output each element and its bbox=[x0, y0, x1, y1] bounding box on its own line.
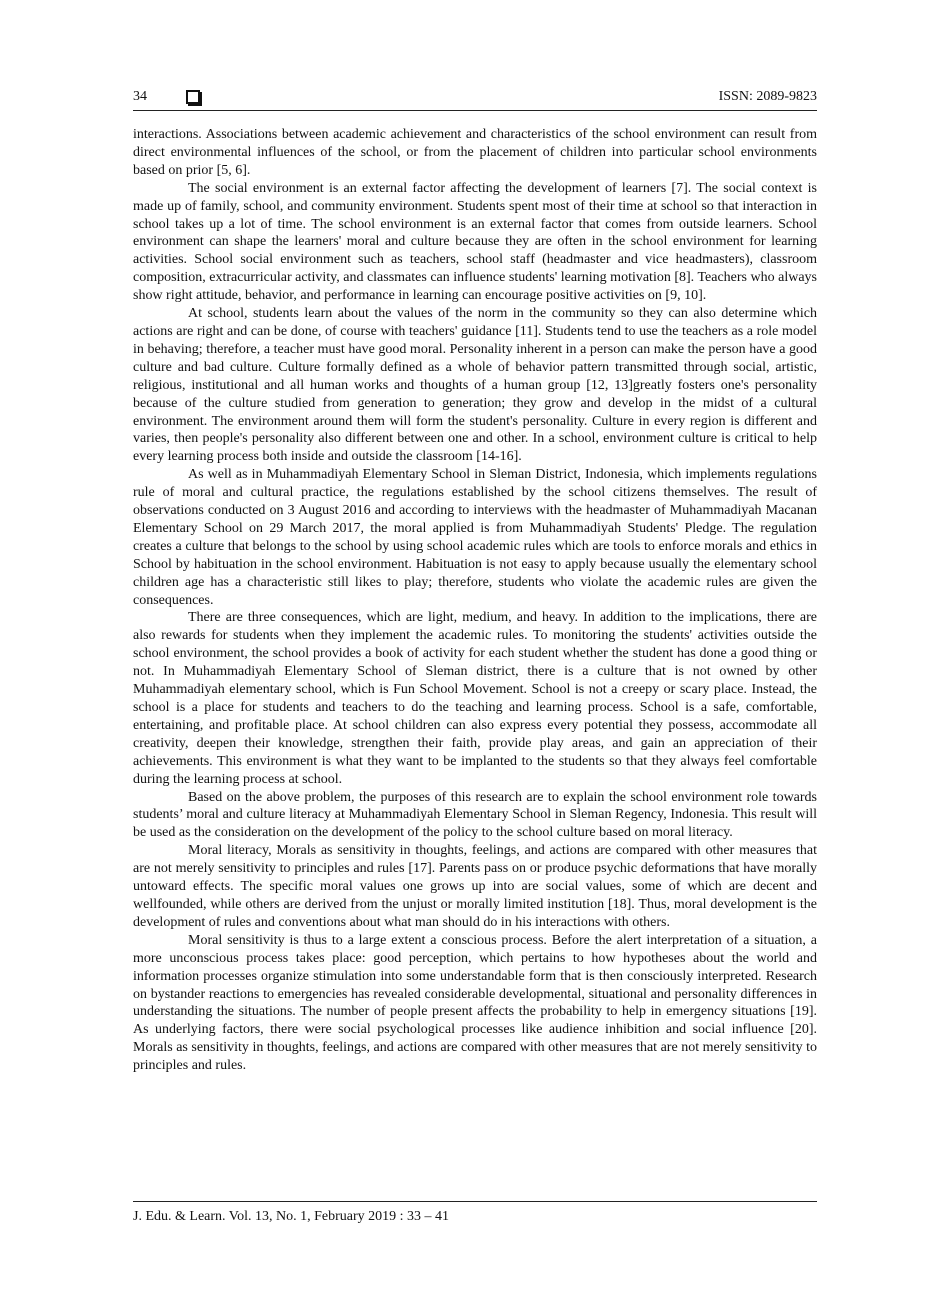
page-number: 34 bbox=[133, 89, 147, 104]
footer-divider bbox=[133, 1201, 817, 1202]
paragraph: As well as in Muhammadiyah Elementary School in Sleman District, Indonesia, which implements regulations rule of moral and cultural practice, the regulations established by the school citizens themselves. The result of observations conducted on 3 August 2016 and according to interviews with the headmaster of Muhammadiyah Macanan Elementary School on 29 March 2017, the moral applied is from Muhammadiyah Students' Pledge. The regulation creates a culture that belongs to the school by using school academic rules which are tools to enforce morals and ethics in School by habituation in the school environment. Habituation is not easy to apply because usually the elementary school children age has a characteristic still likes to play; therefore, students who violate the academic rules are given the consequences. bbox=[133, 467, 817, 608]
paragraph: Moral sensitivity is thus to a large extent a conscious process. Before the alert interpretation of a situation, a more unconscious process takes place: good perception, which pertains to how hypotheses about the world and information processes organize stimulation into some understandable form that is then consciously interpreted. Research on bystander reactions to emergencies has revealed considerable developmental, situational and personality differences in understanding the situations. The number of people present affects the probability to help in emergency situations [19]. As underlying factors, there were social psychological processes like audience inhibition and social influence [20]. Morals as sensitivity in thoughts, feelings, and actions are compared with other measures that are not merely sensitivity to principles and rules. bbox=[133, 932, 817, 1074]
paragraph: Moral literacy, Morals as sensitivity in thoughts, feelings, and actions are compared with other measures that are not merely sensitivity to principles and rules [17]. Parents pass on or produce psychic deformations that have morally untoward effects. The specific moral values one grows up into are social values, some of which are decent and wellfounded, while others are derived from the unjust or morally limited institution [18]. Thus, moral development is the development of rules and conventions about what man should do in his interactions with others. bbox=[133, 843, 817, 930]
paragraph-continued: interactions. Associations between academic achievement and characteristics of the school environment can result from direct environmental influences of the school, or from the placement of children into particular school environments based on prior [5, 6]. bbox=[133, 127, 817, 178]
article-body bbox=[133, 126, 817, 1075]
paragraph: At school, students learn about the values of the norm in the community so they can also determine which actions are right and can be done, of course with teachers' guidance [11]. Students tend to use the teachers as a role model in behaving; therefore, a teacher must have good moral. Personality inherent in a person can make the person have a good culture and bad culture. Culture formally defined as a whole of behavior pattern transmitted through social, artistic, religious, institutional and all human works and thoughts of a human group [12, 13]greatly fosters one's personality because of the culture studied from generation to generation; they grow and develop in the midst of a cultural environment. The environment around them will form the student's personality. Culture in every region is different and varies, then people's personality also different between one and other. In a school, environment culture is critical to help every learning process both inside and outside the classroom [14-16]. bbox=[133, 306, 817, 465]
square-bullet-icon bbox=[186, 90, 200, 104]
issn-label: ISSN: 2089-9823 bbox=[718, 89, 817, 104]
journal-citation: J. Edu. & Learn. Vol. 13, No. 1, February 2019 : 33 – 41 bbox=[133, 1209, 450, 1224]
header-divider bbox=[133, 110, 817, 111]
page-header bbox=[133, 89, 817, 109]
paragraph: There are three consequences, which are light, medium, and heavy. In addition to the implications, there are also rewards for students when they implement the academic rules. To monitoring the students' activities outside the school environment, the school provides a book of activity for each student whether the student has done a good thing or not. In Muhammadiyah Elementary School of Sleman district, there is a culture that is not owned by other Muhammadiyah elementary school, which is Fun School Movement. School is not a creepy or scary place. Instead, the school is a place for students and teachers to do the teaching and learning process. School is a safe, comfortable, entertaining, and profitable place. At school children can also express every potential they possess, accommodate all creativity, deepen their knowledge, strengthen their faith, provide play areas, and gain an appreciation of their achievements. This environment is what they want to be implanted to the students so that they always feel comfortable during the learning process at school. bbox=[133, 610, 817, 787]
paragraph: The social environment is an external factor affecting the development of learners [7]. The social context is made up of family, school, and community environment. Students spent most of their time at school so that interaction in school takes up a lot of time. The school environment is an external factor that comes from outside learners. School environment can shape the learners' moral and culture because they are often in the school environment for learning activities. School social environment such as teachers, school staff (headmaster and vice headmasters), classroom composition, extracurricular activity, and classmates can influence students' learning motivation [8]. Teachers who always show right attitude, behavior, and performance in learning can encourage positive activities on [9, 10]. bbox=[133, 180, 817, 304]
paragraph: Based on the above problem, the purposes of this research are to explain the school environment role towards students’ moral and culture literacy at Muhammadiyah Elementary School in Sleman Regency, Indonesia. This result will be used as the consideration on the development of the policy to the school culture based on moral literacy. bbox=[133, 789, 817, 841]
